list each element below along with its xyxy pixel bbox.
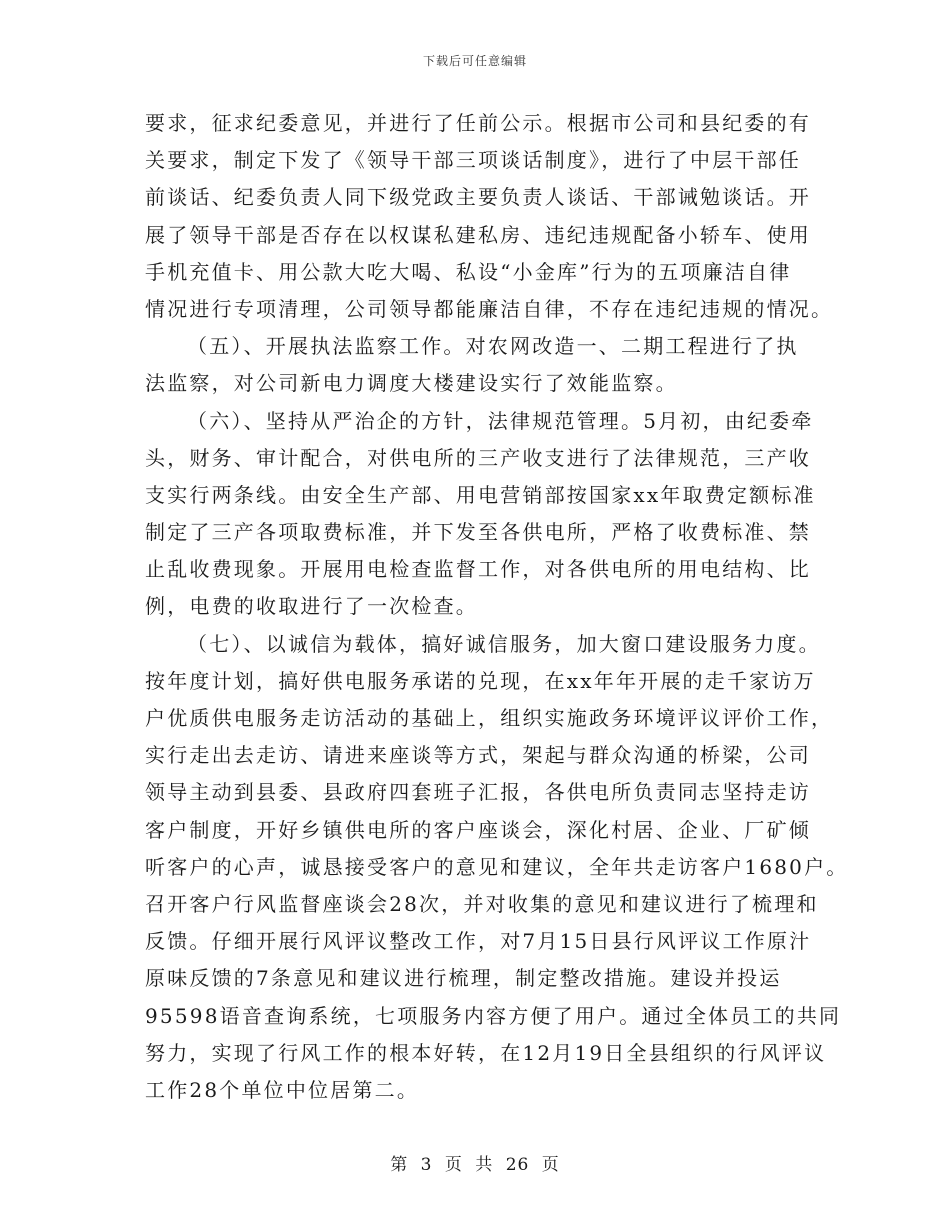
body-line: 展了领导干部是否存在以权谋私建私房、违纪违规配备小轿车、使用 (145, 222, 811, 247)
body-line: 客户制度，开好乡镇供电所的客户座谈会，深化村居、企业、厂矿倾 (145, 817, 811, 842)
body-line: 支实行两条线。由安全生产部、用电营销部按国家xx年取费定额标准 (145, 482, 816, 507)
section-five-first-line: （五）、开展执法监察工作。对农网改造一、二期工程进行了执 (187, 334, 799, 359)
body-line: 法监察，对公司新电力调度大楼建设实行了效能监察。 (145, 371, 678, 396)
body-line: 情况进行专项清理，公司领导都能廉洁自律，不存在违纪违规的情况。 (145, 296, 834, 321)
document-body (145, 105, 849, 1109)
body-line: 例，电费的收取进行了一次检查。 (145, 594, 478, 619)
body-line: 原味反馈的7条意见和建议进行梳理，制定整改措施。建设并投运 (145, 966, 782, 991)
body-line: 前谈话、纪委负责人同下级党政主要负责人谈话、干部诫勉谈话。开 (145, 185, 811, 210)
body-line: 实行走出去走访、请进来座谈等方式，架起与群众沟通的桥梁，公司 (145, 743, 811, 768)
body-line: 95598语音查询系统，七项服务内容方便了用户。通过全体员工的共同 (145, 1003, 842, 1028)
body-line: 止乱收费现象。开展用电检查监督工作，对各供电所的用电结构、比 (145, 557, 811, 582)
section-six-first-line: （六）、坚持从严治企的方针，法律规范管理。5月初，由纪委牵 (187, 408, 814, 433)
page-header-note: 下载后可任意编辑 (422, 54, 527, 68)
body-line: 制定了三产各项取费标准，并下发至各供电所，严格了收费标准、禁 (145, 520, 811, 545)
body-line: 手机充值卡、用公款大吃大喝、私设“小金库”行为的五项廉洁自律 (145, 259, 792, 284)
body-line: 努力，实现了行风工作的根本好转，在12月19日全县组织的行风评议 (145, 1040, 827, 1065)
body-line: 按年度计划，搞好供电服务承诺的兑现，在xx年年开展的走千家访万 (145, 668, 816, 693)
body-line: 工作28个单位中位居第二。 (145, 1077, 420, 1102)
body-line: 领导主动到县委、县政府四套班子汇报，各供电所负责同志坚持走访 (145, 780, 811, 805)
body-line: 户优质供电服务走访活动的基础上，组织实施政务环境评议评价工作， (145, 706, 834, 730)
body-line: 要求，征求纪委意见，并进行了任前公示。根据市公司和县纪委的有 (145, 111, 811, 135)
body-line: 反馈。仔细开展行风评议整改工作，对7月15日县行风评议工作原汁 (145, 929, 812, 954)
body-line: 头，财务、审计配合，对供电所的三产收支进行了法律规范，三产收 (145, 445, 811, 470)
section-seven-first-line: （七）、以诚信为载体，搞好诚信服务，加大窗口建设服务力度。 (187, 631, 821, 656)
body-line: 召开客户行风监督座谈会28次，并对收集的意见和建议进行了梳理和 (145, 891, 819, 916)
body-line: 听客户的心声，诚恳接受客户的意见和建议，全年共走访客户1680户。 (145, 854, 849, 879)
page-number: 第 3 页 共 26 页 (390, 1155, 560, 1175)
body-line: 关要求，制定下发了《领导干部三项谈话制度》，进行了中层干部任 (145, 148, 801, 173)
